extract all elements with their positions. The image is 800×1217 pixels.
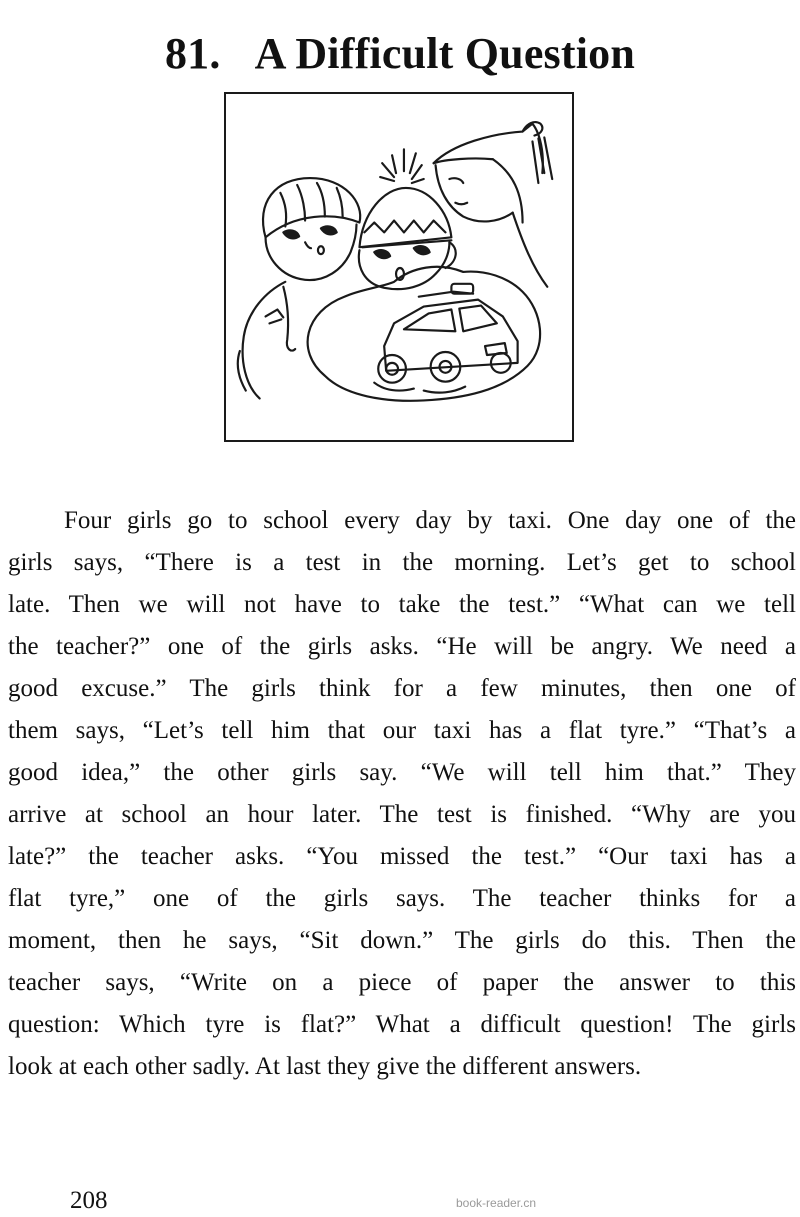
story-line: girls says, “There is a test in the morning. Let’s get to school xyxy=(8,549,796,576)
girls-and-taxi-drawing xyxy=(226,94,572,440)
story-illustration xyxy=(224,92,574,442)
story-line: good excuse.” The girls think for a few minutes, then one of xyxy=(8,675,796,702)
story-line: the teacher?” one of the girls asks. “He will be angry. We need a xyxy=(8,633,796,660)
story-title: A Difficult Question xyxy=(254,29,636,79)
story-line: Four girls go to school every day by taxi. One day one of the xyxy=(64,507,796,534)
story-line: late?” the teacher asks. “You missed the test.” “Our taxi has a xyxy=(8,843,796,870)
girl-with-ponytail xyxy=(434,122,553,287)
page-title xyxy=(0,29,800,79)
story-line: good idea,” the other girls say. “We will tell him that.” They xyxy=(8,759,796,786)
story-line: moment, then he says, “Sit down.” The girls do this. Then the xyxy=(8,927,796,954)
story-line: them says, “Let’s tell him that our taxi has a flat tyre.” “That’s a xyxy=(8,717,796,744)
story-text xyxy=(8,500,796,1088)
girl-with-striped-cap xyxy=(263,178,360,280)
story-line: question: Which tyre is flat?” What a difficult question! The girls xyxy=(8,1011,796,1038)
story-line: teacher says, “Write on a piece of paper the answer to this xyxy=(8,969,796,996)
story-line: look at each other sadly. At last they give the different answers. xyxy=(8,1053,642,1080)
story-line: arrive at school an hour later. The test is finished. “Why are you xyxy=(8,801,796,828)
story-line: flat tyre,” one of the girls says. The teacher thinks for a xyxy=(8,885,796,912)
thought-bubble xyxy=(308,267,540,401)
watermark: book-reader.cn xyxy=(456,1196,537,1210)
story-number: 81. xyxy=(164,29,221,79)
taxi-drawing xyxy=(374,284,517,393)
girl-with-knit-hat xyxy=(359,149,456,289)
story-line: late. Then we will not have to take the test.” “What can we tell xyxy=(8,591,796,618)
page-number: 208 xyxy=(70,1187,108,1214)
girl-in-profile xyxy=(238,282,295,399)
